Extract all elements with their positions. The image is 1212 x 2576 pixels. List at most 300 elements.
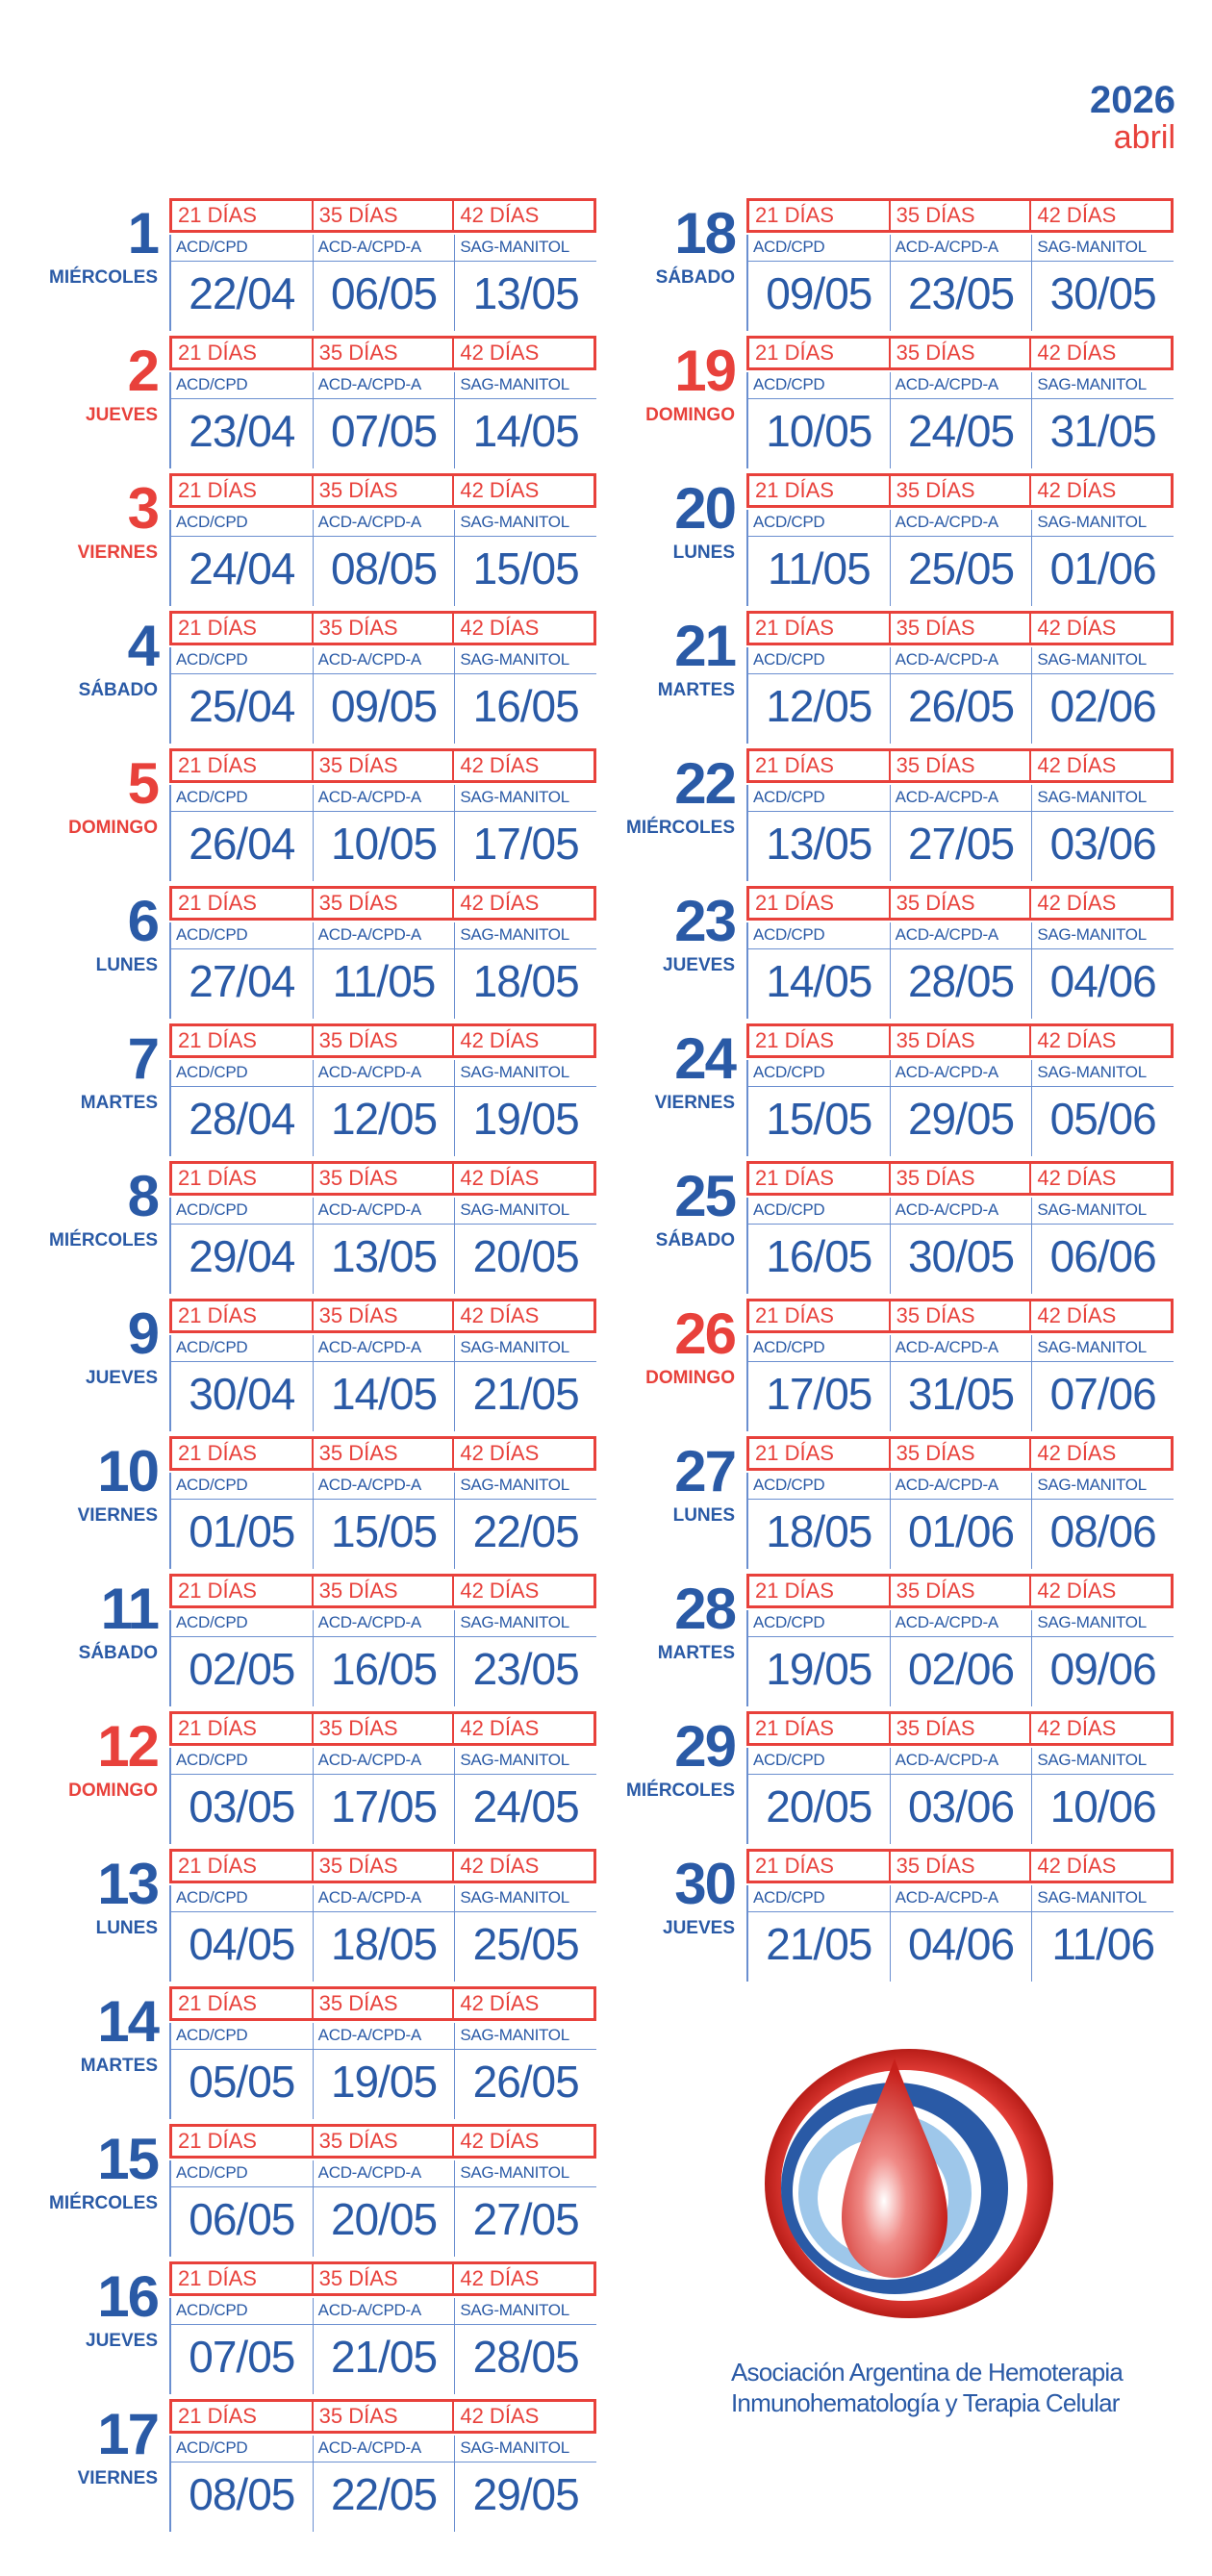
storage-days-21: 21 DÍAS (172, 1026, 314, 1055)
solution-sag-manitol: SAG-MANITOL (460, 1476, 569, 1494)
expiry-dates-row (169, 1362, 596, 1431)
solution-acd-cpd: ACD/CPD (748, 372, 891, 398)
storage-days-row (169, 611, 596, 645)
expiry-date-42: 25/05 (472, 1919, 579, 1969)
expiry-dates-row (169, 399, 596, 468)
expiry-date-21: 08/05 (171, 2462, 314, 2532)
expiry-dates-row (746, 1912, 1174, 1982)
expiry-grid (746, 1436, 1174, 1569)
solution-acd-cpd: ACD/CPD (171, 647, 314, 673)
solution-acd-a-cpd-a: ACD-A/CPD-A (314, 235, 456, 261)
storage-days-row (169, 2124, 596, 2159)
solution-acd-a-cpd-a: ACD-A/CPD-A (891, 785, 1033, 811)
day-number: 17 (97, 2402, 158, 2466)
solution-row (169, 2160, 596, 2187)
storage-days-42: 42 DÍAS (460, 2129, 540, 2153)
solution-acd-a-cpd-a: ACD-A/CPD-A (891, 922, 1033, 948)
expiry-date-35: 07/05 (314, 399, 456, 468)
solution-row (746, 1335, 1174, 1362)
day-label (577, 198, 735, 289)
expiry-date-21: 10/05 (748, 399, 891, 468)
storage-days-row (169, 1849, 596, 1883)
storage-days-21: 21 DÍAS (749, 889, 891, 918)
day-label (0, 2399, 158, 2489)
expiry-date-21: 07/05 (171, 2325, 314, 2394)
solution-acd-a-cpd-a: ACD-A/CPD-A (891, 647, 1033, 673)
solution-sag-manitol: SAG-MANITOL (460, 375, 569, 393)
solution-row (169, 1335, 596, 1362)
solution-acd-cpd: ACD/CPD (171, 2160, 314, 2186)
day-number: 24 (674, 1026, 735, 1091)
expiry-date-35: 19/05 (314, 2050, 456, 2119)
day-label (577, 1436, 735, 1527)
day-label (577, 1849, 735, 1939)
day-entry (577, 748, 1174, 881)
weekday-name: DOMINGO (645, 1368, 735, 1388)
storage-days-35: 35 DÍAS (891, 201, 1032, 230)
solution-sag-manitol: SAG-MANITOL (460, 1613, 569, 1631)
solution-acd-a-cpd-a: ACD-A/CPD-A (314, 785, 456, 811)
solution-sag-manitol: SAG-MANITOL (460, 788, 569, 806)
weekday-name: LUNES (95, 1918, 158, 1938)
day-label (577, 336, 735, 426)
expiry-date-21: 02/05 (171, 1637, 314, 1706)
solution-sag-manitol: SAG-MANITOL (1037, 1476, 1147, 1494)
expiry-grid (746, 1849, 1174, 1982)
solution-sag-manitol: SAG-MANITOL (1037, 238, 1147, 256)
storage-days-21: 21 DÍAS (749, 339, 891, 367)
day-entry (0, 1986, 596, 2119)
storage-days-35: 35 DÍAS (891, 476, 1032, 505)
day-number: 4 (127, 614, 158, 678)
solution-row (169, 510, 596, 537)
expiry-grid (169, 1023, 596, 1156)
day-entry (0, 2399, 596, 2532)
solution-acd-a-cpd-a: ACD-A/CPD-A (314, 2436, 456, 2462)
storage-days-35: 35 DÍAS (891, 1714, 1032, 1743)
day-entry (577, 198, 1174, 331)
expiry-grid (746, 1711, 1174, 1844)
storage-days-42: 42 DÍAS (1037, 1578, 1117, 1603)
expiry-dates-row (746, 1225, 1174, 1294)
expiry-date-42: 23/05 (472, 1644, 579, 1694)
day-number: 18 (674, 201, 735, 265)
storage-days-35: 35 DÍAS (891, 751, 1032, 780)
solution-sag-manitol: SAG-MANITOL (1037, 788, 1147, 806)
expiry-dates-row (746, 1637, 1174, 1706)
solution-sag-manitol: SAG-MANITOL (460, 238, 569, 256)
expiry-dates-row (169, 1637, 596, 1706)
solution-acd-cpd: ACD/CPD (748, 1198, 891, 1224)
expiry-date-35: 10/05 (314, 812, 456, 881)
expiry-date-21: 05/05 (171, 2050, 314, 2119)
day-number: 16 (97, 2264, 158, 2329)
expiry-date-42: 29/05 (472, 2469, 579, 2519)
expiry-date-35: 18/05 (314, 1912, 456, 1982)
storage-days-35: 35 DÍAS (891, 339, 1032, 367)
solution-acd-cpd: ACD/CPD (171, 235, 314, 261)
weekday-name: JUEVES (663, 1918, 735, 1938)
expiry-date-42: 11/06 (1051, 1919, 1155, 1969)
expiry-date-21: 06/05 (171, 2187, 314, 2257)
day-entry (577, 1574, 1174, 1706)
storage-days-42: 42 DÍAS (460, 478, 540, 502)
storage-days-35: 35 DÍAS (314, 339, 455, 367)
expiry-date-21: 11/05 (748, 537, 891, 606)
day-entry (0, 611, 596, 744)
solution-sag-manitol: SAG-MANITOL (1037, 1751, 1147, 1769)
weekday-name: MIÉRCOLES (49, 2193, 158, 2213)
solution-sag-manitol: SAG-MANITOL (1037, 513, 1147, 531)
storage-days-42: 42 DÍAS (1037, 891, 1117, 915)
expiry-grid (169, 2124, 596, 2257)
solution-row (169, 2298, 596, 2325)
storage-days-42: 42 DÍAS (1037, 1716, 1117, 1740)
storage-days-42: 42 DÍAS (460, 753, 540, 777)
expiry-date-42: 01/06 (1049, 543, 1156, 593)
expiry-date-42: 10/06 (1049, 1781, 1156, 1831)
storage-days-42: 42 DÍAS (1037, 478, 1117, 502)
solution-acd-cpd: ACD/CPD (748, 785, 891, 811)
weekday-name: SÁBADO (78, 1643, 158, 1663)
expiry-date-21: 12/05 (748, 674, 891, 744)
day-label (577, 1711, 735, 1802)
solution-sag-manitol: SAG-MANITOL (460, 1338, 569, 1356)
solution-acd-a-cpd-a: ACD-A/CPD-A (314, 1885, 456, 1911)
weekday-name: MIÉRCOLES (49, 267, 158, 288)
day-entry (577, 1299, 1174, 1431)
storage-days-35: 35 DÍAS (314, 1852, 455, 1881)
expiry-grid (746, 198, 1174, 331)
day-number: 8 (127, 1164, 158, 1228)
expiry-grid (746, 473, 1174, 606)
expiry-date-42: 08/06 (1049, 1506, 1156, 1556)
association-name (731, 2357, 1154, 2418)
day-label (0, 748, 158, 839)
expiry-date-35: 24/05 (891, 399, 1033, 468)
weekday-name: LUNES (672, 1505, 735, 1526)
expiry-date-21: 04/05 (171, 1912, 314, 1982)
storage-days-35: 35 DÍAS (314, 2264, 455, 2293)
day-number: 20 (674, 476, 735, 541)
solution-acd-a-cpd-a: ACD-A/CPD-A (314, 1335, 456, 1361)
storage-days-row (746, 1161, 1174, 1196)
solution-sag-manitol: SAG-MANITOL (460, 2163, 569, 2182)
storage-days-row (746, 1574, 1174, 1608)
day-number: 5 (127, 751, 158, 816)
storage-days-21: 21 DÍAS (749, 1852, 891, 1881)
expiry-dates-row (746, 537, 1174, 606)
day-label (577, 1161, 735, 1251)
expiry-date-42: 19/05 (472, 1094, 579, 1144)
solution-row (169, 372, 596, 399)
day-label (0, 1849, 158, 1939)
expiry-date-35: 27/05 (891, 812, 1033, 881)
day-label (0, 1986, 158, 2077)
expiry-dates-row (169, 1500, 596, 1569)
expiry-dates-row (746, 1500, 1174, 1569)
storage-days-42: 42 DÍAS (1037, 1441, 1117, 1465)
solution-acd-cpd: ACD/CPD (748, 1473, 891, 1499)
day-label (0, 1711, 158, 1802)
storage-days-35: 35 DÍAS (314, 614, 455, 643)
expiry-date-42: 22/05 (472, 1506, 579, 1556)
day-number: 13 (97, 1852, 158, 1916)
solution-acd-a-cpd-a: ACD-A/CPD-A (314, 1610, 456, 1636)
storage-days-21: 21 DÍAS (749, 614, 891, 643)
expiry-grid (746, 336, 1174, 468)
storage-days-row (169, 2261, 596, 2296)
expiry-date-35: 08/05 (314, 537, 456, 606)
storage-days-35: 35 DÍAS (314, 2127, 455, 2156)
expiry-date-35: 09/05 (314, 674, 456, 744)
storage-days-35: 35 DÍAS (314, 1164, 455, 1193)
expiry-grid (169, 1849, 596, 1982)
day-number: 11 (100, 1577, 158, 1641)
expiry-date-35: 21/05 (314, 2325, 456, 2394)
solution-row (169, 785, 596, 812)
storage-days-35: 35 DÍAS (314, 476, 455, 505)
expiry-date-21: 03/05 (171, 1775, 314, 1844)
storage-days-row (169, 1299, 596, 1333)
day-label (0, 198, 158, 289)
storage-days-21: 21 DÍAS (172, 1577, 314, 1605)
solution-row (746, 1748, 1174, 1775)
storage-days-42: 42 DÍAS (460, 2266, 540, 2290)
storage-days-42: 42 DÍAS (1037, 753, 1117, 777)
storage-days-row (169, 1436, 596, 1471)
day-number: 23 (674, 889, 735, 953)
expiry-date-35: 11/05 (314, 949, 456, 1019)
weekday-name: DOMINGO (645, 405, 735, 425)
day-number: 28 (674, 1577, 735, 1641)
solution-acd-cpd: ACD/CPD (748, 1335, 891, 1361)
day-label (577, 886, 735, 976)
storage-days-42: 42 DÍAS (1037, 341, 1117, 365)
storage-days-21: 21 DÍAS (172, 751, 314, 780)
expiry-dates-row (169, 2462, 596, 2532)
storage-days-35: 35 DÍAS (314, 201, 455, 230)
day-entry (577, 1711, 1174, 1844)
day-label (0, 473, 158, 564)
expiry-grid (746, 1574, 1174, 1706)
month: abril (1113, 119, 1175, 156)
expiry-date-21: 13/05 (748, 812, 891, 881)
expiry-date-42: 14/05 (472, 406, 579, 456)
day-entry (577, 1849, 1174, 1982)
storage-days-row (746, 1711, 1174, 1746)
expiry-date-21: 27/04 (171, 949, 314, 1019)
solution-acd-cpd: ACD/CPD (171, 510, 314, 536)
expiry-date-42: 13/05 (472, 268, 579, 318)
weekday-name: MIÉRCOLES (49, 1230, 158, 1250)
weekday-name: MIÉRCOLES (626, 1780, 735, 1801)
expiry-dates-row (169, 262, 596, 331)
day-entry (0, 1849, 596, 1982)
storage-days-42: 42 DÍAS (460, 1716, 540, 1740)
solution-row (746, 647, 1174, 674)
day-label (0, 336, 158, 426)
storage-days-21: 21 DÍAS (172, 339, 314, 367)
day-entry (0, 473, 596, 606)
expiry-date-42: 07/06 (1049, 1369, 1156, 1419)
solution-acd-a-cpd-a: ACD-A/CPD-A (314, 372, 456, 398)
solution-acd-a-cpd-a: ACD-A/CPD-A (314, 1473, 456, 1499)
day-entry (577, 336, 1174, 468)
expiry-grid (169, 886, 596, 1019)
storage-days-21: 21 DÍAS (172, 2264, 314, 2293)
solution-acd-a-cpd-a: ACD-A/CPD-A (314, 647, 456, 673)
expiry-date-42: 06/06 (1049, 1231, 1156, 1281)
expiry-grid (169, 611, 596, 744)
expiry-date-35: 06/05 (314, 262, 456, 331)
day-number: 27 (674, 1439, 735, 1503)
storage-days-21: 21 DÍAS (172, 889, 314, 918)
expiry-date-42: 18/05 (472, 956, 579, 1006)
storage-days-row (746, 1849, 1174, 1883)
expiry-grid (169, 336, 596, 468)
solution-sag-manitol: SAG-MANITOL (1037, 1613, 1147, 1631)
expiry-date-21: 26/04 (171, 812, 314, 881)
solution-acd-cpd: ACD/CPD (748, 1060, 891, 1086)
storage-days-row (746, 1436, 1174, 1471)
storage-days-35: 35 DÍAS (314, 1577, 455, 1605)
solution-acd-a-cpd-a: ACD-A/CPD-A (891, 1335, 1033, 1361)
expiry-date-42: 09/06 (1049, 1644, 1156, 1694)
solution-acd-a-cpd-a: ACD-A/CPD-A (891, 1060, 1033, 1086)
weekday-name: VIERNES (77, 543, 158, 563)
day-entry (577, 886, 1174, 1019)
storage-days-row (169, 336, 596, 370)
expiry-date-35: 29/05 (891, 1087, 1033, 1156)
solution-acd-a-cpd-a: ACD-A/CPD-A (314, 1748, 456, 1774)
expiry-dates-row (169, 537, 596, 606)
solution-acd-a-cpd-a: ACD-A/CPD-A (314, 1060, 456, 1086)
storage-days-35: 35 DÍAS (891, 1301, 1032, 1330)
storage-days-21: 21 DÍAS (749, 1301, 891, 1330)
weekday-name: JUEVES (86, 405, 158, 425)
storage-days-42: 42 DÍAS (460, 341, 540, 365)
storage-days-21: 21 DÍAS (749, 1439, 891, 1468)
expiry-grid (746, 1023, 1174, 1156)
solution-acd-a-cpd-a: ACD-A/CPD-A (314, 1198, 456, 1224)
expiry-date-42: 26/05 (472, 2057, 579, 2107)
day-entry (577, 473, 1174, 606)
day-label (0, 1023, 158, 1114)
expiry-date-35: 04/06 (891, 1912, 1033, 1982)
expiry-date-42: 04/06 (1049, 956, 1156, 1006)
expiry-dates-row (746, 399, 1174, 468)
solution-acd-cpd: ACD/CPD (171, 1748, 314, 1774)
day-entry (0, 748, 596, 881)
expiry-date-21: 30/04 (171, 1362, 314, 1431)
solution-sag-manitol: SAG-MANITOL (1037, 1888, 1147, 1907)
weekday-name: MARTES (657, 1643, 735, 1663)
weekday-name: SÁBADO (655, 1230, 735, 1250)
day-entry (577, 611, 1174, 744)
solution-acd-a-cpd-a: ACD-A/CPD-A (891, 235, 1033, 261)
weekday-name: VIERNES (77, 1505, 158, 1526)
day-number: 29 (674, 1714, 735, 1779)
solution-acd-a-cpd-a: ACD-A/CPD-A (891, 510, 1033, 536)
solution-row (169, 1610, 596, 1637)
day-entry (0, 1161, 596, 1294)
expiry-grid (169, 2261, 596, 2394)
storage-days-35: 35 DÍAS (314, 1301, 455, 1330)
solution-acd-a-cpd-a: ACD-A/CPD-A (891, 372, 1033, 398)
solution-acd-cpd: ACD/CPD (748, 235, 891, 261)
association-logo (731, 2039, 1154, 2520)
storage-days-21: 21 DÍAS (172, 2402, 314, 2431)
solution-acd-a-cpd-a: ACD-A/CPD-A (314, 2298, 456, 2324)
expiry-date-21: 14/05 (748, 949, 891, 1019)
day-label (0, 1161, 158, 1251)
solution-row (746, 922, 1174, 949)
storage-days-21: 21 DÍAS (172, 201, 314, 230)
expiry-date-21: 16/05 (748, 1225, 891, 1294)
weekday-name: LUNES (672, 543, 735, 563)
storage-days-35: 35 DÍAS (891, 614, 1032, 643)
solution-acd-cpd: ACD/CPD (171, 1885, 314, 1911)
storage-days-35: 35 DÍAS (891, 1852, 1032, 1881)
solution-row (169, 647, 596, 674)
expiry-dates-row (169, 1912, 596, 1982)
day-entry (0, 198, 596, 331)
storage-days-35: 35 DÍAS (314, 1026, 455, 1055)
weekday-name: SÁBADO (78, 680, 158, 700)
storage-days-42: 42 DÍAS (460, 1578, 540, 1603)
day-number: 22 (674, 751, 735, 816)
weekday-name: SÁBADO (655, 267, 735, 288)
expiry-grid (169, 1574, 596, 1706)
day-label (577, 1299, 735, 1389)
storage-days-42: 42 DÍAS (460, 2404, 540, 2428)
storage-days-35: 35 DÍAS (891, 1164, 1032, 1193)
solution-sag-manitol: SAG-MANITOL (460, 2026, 569, 2044)
association-name-line1: Asociación Argentina de Hemoterapia (731, 2358, 1124, 2387)
day-entry (0, 886, 596, 1019)
expiry-grid (169, 1161, 596, 1294)
expiry-date-35: 20/05 (314, 2187, 456, 2257)
expiry-date-42: 31/05 (1049, 406, 1156, 456)
storage-days-21: 21 DÍAS (172, 2127, 314, 2156)
expiry-dates-row (169, 812, 596, 881)
day-number: 25 (674, 1164, 735, 1228)
expiry-date-35: 16/05 (314, 1637, 456, 1706)
day-label (577, 1574, 735, 1664)
storage-days-row (169, 1986, 596, 2021)
storage-days-21: 21 DÍAS (172, 1852, 314, 1881)
storage-days-row (169, 1023, 596, 1058)
day-entry (0, 1023, 596, 1156)
expiry-date-35: 14/05 (314, 1362, 456, 1431)
storage-days-35: 35 DÍAS (891, 1577, 1032, 1605)
solution-sag-manitol: SAG-MANITOL (1037, 925, 1147, 944)
expiry-date-42: 20/05 (472, 1231, 579, 1281)
solution-acd-a-cpd-a: ACD-A/CPD-A (891, 1610, 1033, 1636)
expiry-date-21: 25/04 (171, 674, 314, 744)
weekday-name: DOMINGO (68, 1780, 158, 1801)
storage-days-row (746, 473, 1174, 508)
day-entry (577, 1436, 1174, 1569)
expiry-dates-row (746, 674, 1174, 744)
storage-days-row (169, 1574, 596, 1608)
day-number: 1 (127, 201, 158, 265)
storage-days-42: 42 DÍAS (1037, 1303, 1117, 1327)
solution-sag-manitol: SAG-MANITOL (460, 2438, 569, 2457)
day-entry (0, 1711, 596, 1844)
expiry-date-21: 22/04 (171, 262, 314, 331)
